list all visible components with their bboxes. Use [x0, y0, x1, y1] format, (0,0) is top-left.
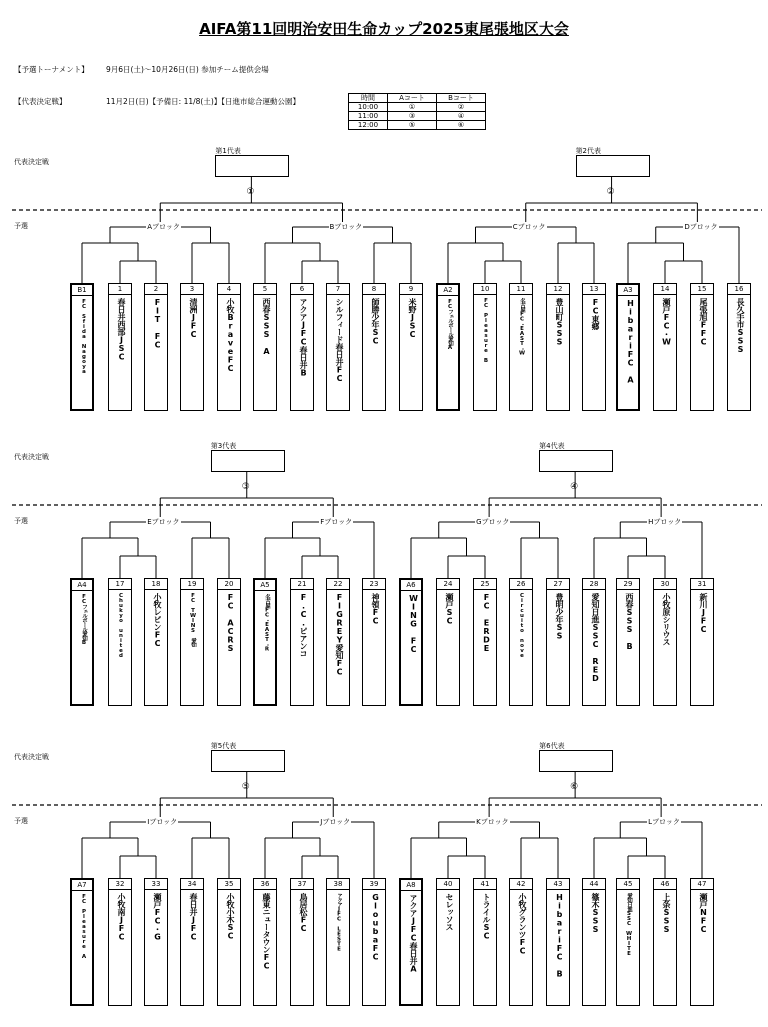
team-box — [399, 283, 423, 411]
representative-label: 第5代表 — [210, 742, 237, 750]
team-number: 15 — [691, 284, 713, 295]
team-box — [582, 878, 606, 1006]
team-number: 39 — [363, 879, 385, 890]
team-box — [70, 283, 94, 411]
team-number: 13 — [583, 284, 605, 295]
schedule-cell: ① — [388, 103, 437, 112]
team-number: B1 — [72, 285, 92, 296]
team-name: 小牧南JFC — [117, 893, 126, 941]
team-name: 小牧グランツFC — [518, 893, 527, 955]
team-box — [616, 283, 640, 411]
team-name: アクアJFC LESTE — [336, 893, 342, 952]
team-name: 瀬戸SC — [445, 593, 454, 625]
team-box — [253, 578, 277, 706]
team-name: セレッソス — [445, 893, 454, 931]
team-number: 41 — [474, 879, 496, 890]
representative-label: 第1代表 — [215, 147, 241, 155]
team-name: FIT FC — [153, 298, 162, 349]
schedule-cell: ⑤ — [388, 121, 437, 130]
team-number: 44 — [583, 879, 605, 890]
row-label-final: 代表決定戦 — [14, 753, 49, 761]
representative-label: 第6代表 — [539, 742, 565, 750]
team-number: 8 — [363, 284, 385, 295]
row-label-prelim: 予選 — [14, 222, 28, 230]
team-number: 16 — [728, 284, 750, 295]
team-name: 上条SSS — [662, 893, 671, 934]
team-name: 小牧レビンFC — [153, 593, 162, 648]
team-name: 米野JSC — [408, 298, 417, 339]
prelim-schedule-text: 9月6日(土)～10月26日(日) 参加チーム提供会場 — [106, 65, 269, 74]
schedule-cell: 11:00 — [349, 112, 388, 121]
schedule-cell: 12:00 — [349, 121, 388, 130]
row-label-prelim: 予選 — [14, 817, 28, 825]
block-label: Iブロック — [147, 818, 178, 826]
block-label: Lブロック — [648, 818, 680, 826]
representative-box — [211, 750, 285, 772]
team-name: HibariFC A — [626, 299, 635, 384]
team-number: 28 — [583, 579, 605, 590]
block-label: Cブロック — [512, 223, 546, 231]
team-number: 11 — [510, 284, 532, 295]
representative-box — [539, 750, 613, 772]
team-box — [546, 283, 570, 411]
team-box — [473, 878, 497, 1006]
team-number: A3 — [618, 285, 638, 296]
team-name: 鳥居松FC — [299, 893, 308, 933]
team-name: トライルSC — [482, 893, 491, 940]
schedule-cell: ④ — [437, 112, 486, 121]
team-box — [473, 578, 497, 706]
representative-box — [215, 155, 289, 177]
team-number: 22 — [327, 579, 349, 590]
team-name: 神領FC — [371, 593, 380, 625]
team-name: 長久手市SSS — [736, 298, 745, 354]
team-box — [546, 578, 570, 706]
match-number: ① — [246, 187, 255, 197]
team-name: FC Pleasure B — [483, 298, 489, 363]
team-number: A6 — [401, 580, 421, 591]
representative-label: 第4代表 — [539, 442, 565, 450]
team-box — [436, 578, 460, 706]
team-box — [582, 578, 606, 706]
block-label: Jブロック — [320, 818, 351, 826]
team-box — [217, 578, 241, 706]
team-number: 45 — [617, 879, 639, 890]
team-box — [509, 578, 533, 706]
team-name: 尾張旭FFC — [699, 298, 708, 346]
team-box — [217, 283, 241, 411]
team-number: A5 — [255, 580, 275, 591]
team-box — [108, 283, 132, 411]
team-box — [326, 878, 350, 1006]
team-name: 小牧原シリウス — [662, 593, 671, 646]
block-label: Dブロック — [684, 223, 718, 231]
team-box — [290, 878, 314, 1006]
block-label: Eブロック — [147, 518, 180, 526]
representative-box — [576, 155, 650, 177]
team-name: FC ACRS — [226, 593, 235, 653]
team-box — [180, 578, 204, 706]
team-number: 5 — [254, 284, 276, 295]
representative-label: 第2代表 — [575, 147, 602, 155]
team-name: GloubaFC — [371, 893, 380, 961]
team-box — [509, 283, 533, 411]
block-label: Gブロック — [476, 518, 510, 526]
team-box — [616, 878, 640, 1006]
team-box — [582, 283, 606, 411]
team-number: 12 — [547, 284, 569, 295]
team-box — [326, 283, 350, 411]
team-box — [362, 283, 386, 411]
block-label: Hブロック — [648, 518, 682, 526]
team-box — [144, 578, 168, 706]
row-label-final: 代表決定戦 — [14, 453, 49, 461]
schedule-cell: 10:00 — [349, 103, 388, 112]
team-name: 篠木SSS — [591, 893, 600, 934]
match-number: ⑥ — [570, 782, 579, 792]
team-number: 35 — [218, 879, 240, 890]
team-box — [144, 283, 168, 411]
team-number: 36 — [254, 879, 276, 890]
team-name: 師勝少年SC — [371, 298, 380, 345]
team-number: 31 — [691, 579, 713, 590]
team-number: 3 — [181, 284, 203, 295]
team-box — [253, 283, 277, 411]
team-box — [546, 878, 570, 1006]
team-box — [108, 878, 132, 1006]
prelim-label: 【予選トーナメント】 — [14, 65, 89, 74]
team-name: 瀬戸FC・G — [153, 893, 162, 941]
team-box — [690, 878, 714, 1006]
team-number: 18 — [145, 579, 167, 590]
team-box — [70, 578, 94, 706]
team-name: WING FC — [409, 594, 418, 654]
team-box — [653, 578, 677, 706]
team-number: 23 — [363, 579, 385, 590]
team-number: 26 — [510, 579, 532, 590]
team-box — [727, 283, 751, 411]
team-number: 33 — [145, 879, 167, 890]
representative-box — [211, 450, 285, 472]
team-box — [144, 878, 168, 1006]
team-name: Chukyo united — [118, 593, 124, 658]
team-name: 春日井西部JSC — [117, 298, 126, 361]
team-number: 7 — [327, 284, 349, 295]
team-number: 24 — [437, 579, 459, 590]
team-number: 37 — [291, 879, 313, 890]
team-name: 瀬戸FC・W — [662, 298, 671, 346]
match-number: ⑤ — [241, 782, 250, 792]
schedule-cell: ⑥ — [437, 121, 486, 130]
team-name: FC Pleasure A — [81, 894, 87, 959]
team-number: 21 — [291, 579, 313, 590]
team-name: 新川JFC — [699, 593, 708, 634]
team-name: 名古屋FC・EAST・W — [519, 298, 525, 356]
team-number: 46 — [654, 879, 676, 890]
representative-box — [539, 450, 613, 472]
team-name: 名古屋FC・EAST・R — [264, 594, 270, 652]
team-number: 40 — [437, 879, 459, 890]
team-number: 34 — [181, 879, 203, 890]
team-box — [509, 878, 533, 1006]
team-number: 25 — [474, 579, 496, 590]
team-box — [362, 578, 386, 706]
team-box — [436, 878, 460, 1006]
match-number: ③ — [241, 482, 250, 492]
team-name: 愛知日進SSC RED — [591, 593, 600, 683]
team-number: 6 — [291, 284, 313, 295]
team-box — [653, 283, 677, 411]
team-box — [180, 283, 204, 411]
team-number: 19 — [181, 579, 203, 590]
team-number: 10 — [474, 284, 496, 295]
team-name: 清洲JFC — [189, 298, 198, 339]
block-label: Aブロック — [147, 223, 180, 231]
team-number: 43 — [547, 879, 569, 890]
team-name: 小牧小木SC — [226, 893, 235, 940]
team-box — [108, 578, 132, 706]
team-name: 西春SSS A — [262, 298, 271, 356]
team-box — [436, 283, 460, 411]
team-name: 西春SSS B — [625, 593, 634, 651]
team-box — [326, 578, 350, 706]
team-box — [253, 878, 277, 1006]
match-number: ④ — [570, 482, 579, 492]
team-number: 4 — [218, 284, 240, 295]
team-box — [290, 283, 314, 411]
team-number: A2 — [438, 285, 458, 296]
team-number: A4 — [72, 580, 92, 591]
team-name: 豊山町SSS — [555, 298, 564, 346]
team-name: FC Sfida Nagoya — [81, 299, 87, 374]
team-number: 27 — [547, 579, 569, 590]
team-number: 2 — [145, 284, 167, 295]
team-box — [399, 878, 423, 1006]
team-number: 17 — [109, 579, 131, 590]
schedule-cell: ③ — [388, 112, 437, 121]
team-number: A7 — [72, 880, 92, 891]
block-label: Fブロック — [320, 518, 353, 526]
team-name: FCフェルボール愛知A — [447, 299, 453, 350]
team-number: 9 — [400, 284, 422, 295]
team-name: 小牧BraveFC — [226, 298, 235, 373]
team-box — [690, 283, 714, 411]
block-label: Kブロック — [476, 818, 509, 826]
team-number: 32 — [109, 879, 131, 890]
team-name: 藤東ニュータウンFC — [262, 893, 271, 970]
team-box — [362, 878, 386, 1006]
representative-label: 第3代表 — [210, 442, 237, 450]
team-name: Circuito nove — [519, 593, 525, 658]
team-name: HibariFC B — [555, 893, 564, 978]
team-name: 春日井JFC — [189, 893, 198, 941]
schedule-header: Aコート — [388, 94, 437, 103]
team-name: アクアJFC春日井B — [299, 298, 308, 377]
schedule-header: 時間 — [349, 94, 388, 103]
team-box — [616, 578, 640, 706]
final-label: 【代表決定戦】 — [14, 97, 67, 106]
team-number: 38 — [327, 879, 349, 890]
team-name: シルフィード春日井FC — [335, 298, 344, 383]
team-box — [399, 578, 423, 706]
team-name: FIGREY愛知FC — [335, 593, 344, 676]
team-number: 30 — [654, 579, 676, 590]
team-number: 47 — [691, 879, 713, 890]
team-name: FC TWINS 愛知 — [190, 593, 196, 647]
team-name: FC東郷 — [591, 298, 600, 330]
team-number: 14 — [654, 284, 676, 295]
team-number: 42 — [510, 879, 532, 890]
block-label: Bブロック — [329, 223, 363, 231]
match-number: ② — [606, 187, 615, 197]
team-number: 29 — [617, 579, 639, 590]
team-box — [290, 578, 314, 706]
final-schedule-text: 11月2日(日)【予備日: 11/8(土)】【日進市総合運動公園】 — [106, 97, 301, 106]
team-name: FCフェルボール愛知B — [81, 594, 87, 645]
team-box — [690, 578, 714, 706]
team-box — [217, 878, 241, 1006]
team-name: 愛知日進SSC WHITE — [626, 893, 632, 956]
team-name: 豊明少年SS — [555, 593, 564, 640]
schedule-cell: ② — [437, 103, 486, 112]
team-number: 1 — [109, 284, 131, 295]
team-box — [653, 878, 677, 1006]
team-box — [473, 283, 497, 411]
document-title: AIFA第11回明治安田生命カップ2025東尾張地区大会 — [199, 20, 569, 38]
team-name: FC ERDE — [482, 593, 491, 653]
team-number: A8 — [401, 880, 421, 891]
row-label-final: 代表決定戦 — [14, 158, 49, 166]
team-number: 20 — [218, 579, 240, 590]
team-box — [70, 878, 94, 1006]
row-label-prelim: 予選 — [14, 517, 28, 525]
team-name: F.C.ピアンコ — [299, 593, 308, 657]
team-name: 瀬戸NFC — [699, 893, 708, 934]
team-box — [180, 878, 204, 1006]
team-name: アクアJFC春日井A — [409, 894, 418, 973]
schedule-header: Bコート — [437, 94, 486, 103]
